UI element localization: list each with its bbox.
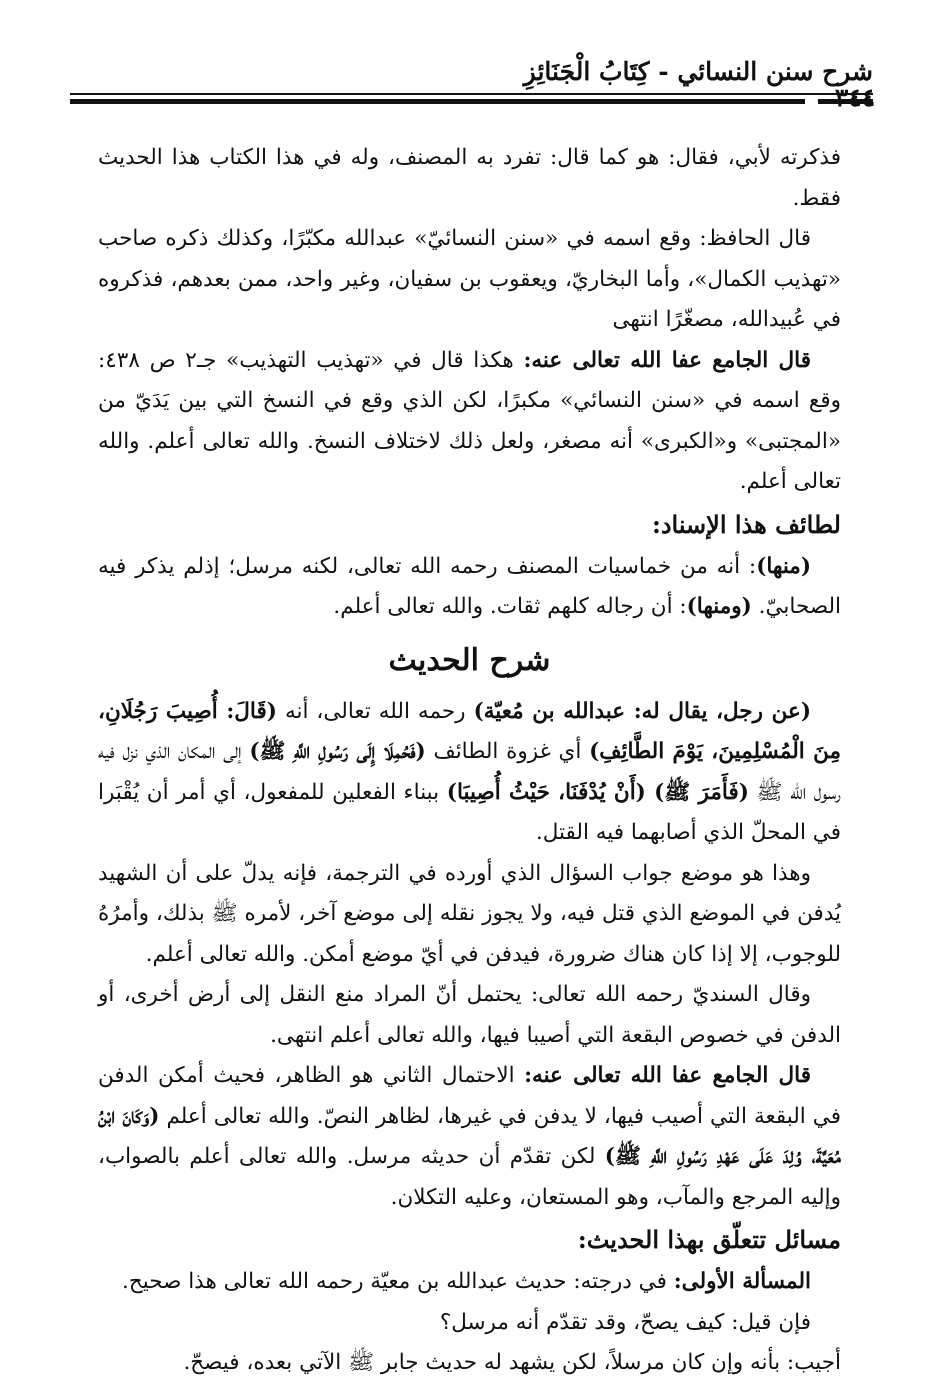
paragraph: المسألة الأولى: في درجته: حديث عبدالله بن معيّة رحمه الله تعالى هذا صحيح. <box>122 1269 811 1294</box>
paragraph: وقال السنديّ رحمه الله تعالى: يحتمل أنّ المراد منع النقل إلى أرض أخرى، أو الدفن في خصوص البقعة التي أصيبا فيها، والله تعالى أعلم انتهى. <box>98 982 841 1048</box>
paragraph: فذكرته لأبي، فقال: هو كما قال: تفرد به المصنف، وله في هذا الكتاب هذا الحديث فقط. <box>98 145 841 211</box>
page-body <box>98 138 841 1384</box>
running-title: شرح سنن النسائي - كِتَابُ الْجَنَائِزِ <box>523 57 873 86</box>
bold-lead: قال الجامع عفا الله تعالى عنه: <box>523 347 811 373</box>
paragraph: قال الجامع عفا الله تعالى عنه: الاحتمال الثاني هو الظاهر، فحيث أمكن الدفن في البقعة التي أصيب فيها، لا يدفن في غيرها، لظاهر النصّ. والله تعالى أعلم (وَكَانَ ابْنُ مُعَيَّةَ، وُلِدَ عَلَى عَهْدِ رَسُولِ اللَّهِ ﷺ) لكن تقدّم أن حديثه مرسل. والله تعالى أعلم بالصواب، وإليه المرجع والمآب، وهو المستعان، وعليه التكلان. <box>98 1063 842 1210</box>
section-heading-lataif: لطائف هذا الإسناد: <box>651 509 841 539</box>
page-number: ٣٤٤ <box>834 83 876 112</box>
section-heading-masail: مسائل تتعلّق بهذا الحديث: <box>577 1225 841 1254</box>
paragraph: فإن قيل: كيف يصحّ، وقد تقدّم أنه مرسل؟ <box>439 1309 811 1335</box>
header-rule <box>70 93 873 95</box>
paragraph: وهذا هو موضع جواب السؤال الذي أورده في الترجمة، فإنه يدلّ على أن الشهيد يُدفن في الموضع الذي قتل فيه، ولا يجوز نقله إلى موضع آخر، لأمره ﷺ بذلك، وأمرُهُ للوجوب، إلا إذا كان هناك ضرورة، فيدفن في أيّ موضع أمكن. والله تعالى أعلم. <box>98 860 841 967</box>
page-header <box>70 55 876 112</box>
paragraph: (عن رجل، يقال له: عبدالله بن مُعيّة) رحمه الله تعالى، أنه (قَالَ: أُصِيبَ رَجُلَانِ، مِنَ الْمُسْلِمِينَ، يَوْمَ الطَّائِفِ) أي غزوة الطائف (فَحُمِلَا إِلَى رَسُولِ اللَّهِ ﷺ) إلى المكان الذي نزل فيه رسول الله ﷺ (فَأَمَرَ ﷺ) (أَنْ يُدْفَنَا، حَيْثُ أُصِيبَا) ببناء الفعلين للمفعول، أي أمر أن يُقْبَرا في المحلّ الذي أصابهما فيه القتل. <box>98 698 842 845</box>
paragraph: (منها): أنه من خماسيات المصنف رحمه الله تعالى، لكنه مرسل؛ إذلم يذكر فيه الصحابيّ. (ومنها): أن رجاله كلهم ثقات. والله تعالى أعلم. <box>98 553 841 619</box>
section-title-sharh: شرح الحديث <box>388 642 551 678</box>
paragraph: أجيب: بأنه وإن كان مرسلاً، لكن يشهد له حديث جابر ﷺ الآتي بعده، فيصحّ. <box>183 1350 841 1375</box>
paragraph: قال الجامع عفا الله تعالى عنه: هكذا قال في «تهذيب التهذيب» جـ٢ ص ٤٣٨: وقع اسمه في «سنن النسائي» مكبرًا، لكن الذي وقع في النسخ التي بين يَدَيّ من «المجتبى» و«الكبرى» أنه مصغر، ولعل ذلك لاختلاف النسخ. والله تعالى أعلم. والله تعالى أعلم. <box>98 347 841 494</box>
header-thick-rule-right <box>818 99 873 104</box>
paragraph: قال الحافظ: وقع اسمه في «سنن النسائيّ» عبدالله مكبّرًا، وكذلك ذكره صاحب «تهذيب الكمال»، وأما البخاريّ، ويعقوب بن سفيان، وغير واحد، ممن بعدهم، فذكروه في عُبيدالله، مصغّرًا انتهى <box>98 226 841 332</box>
header-thick-rule-left <box>70 99 805 104</box>
